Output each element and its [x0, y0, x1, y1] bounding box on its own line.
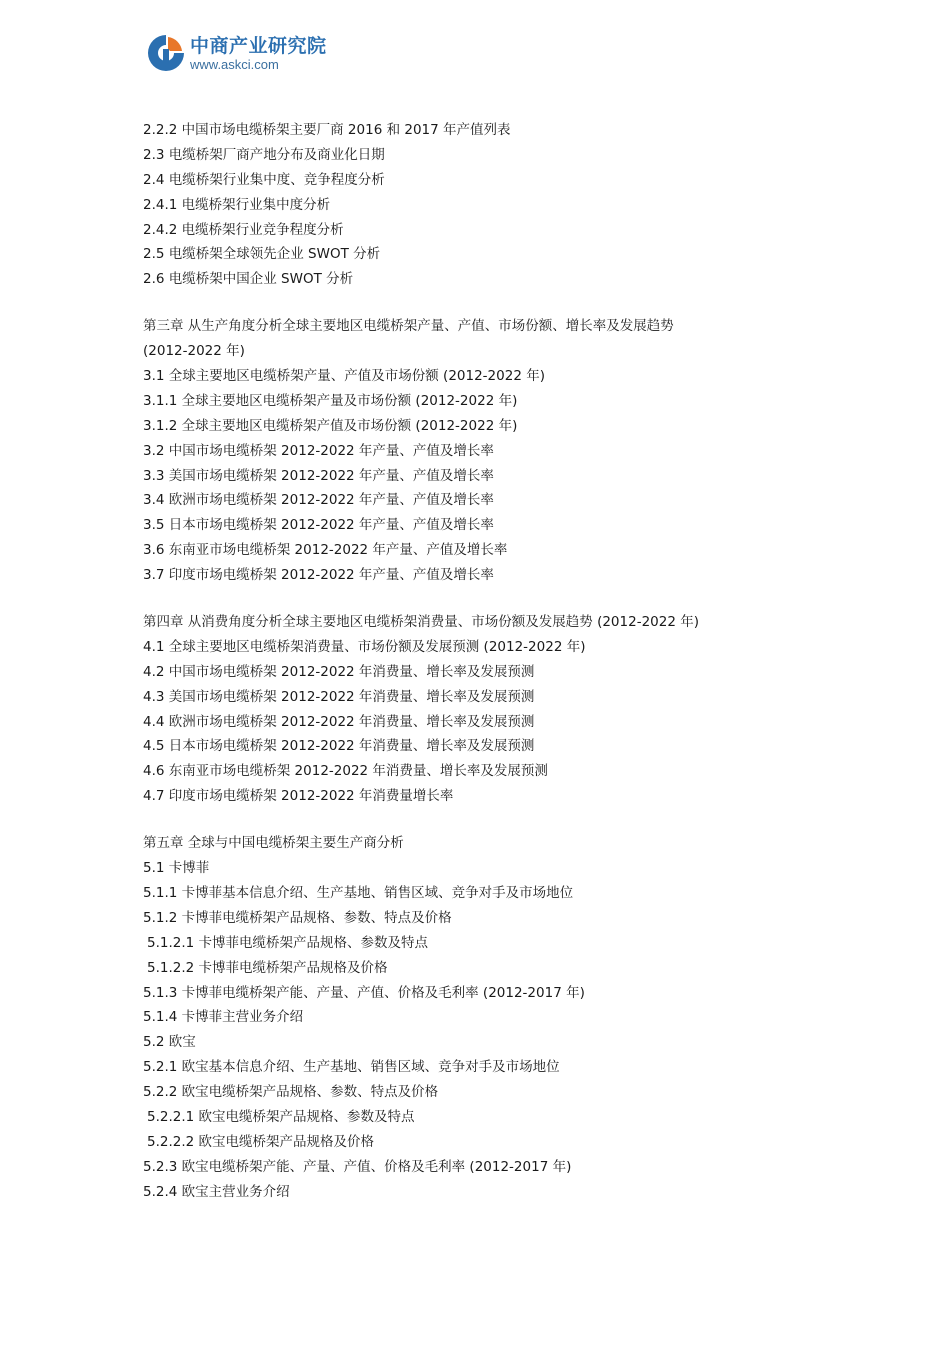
chapter-heading: 第三章 从生产角度分析全球主要地区电缆桥架产量、产值、市场份额、增长率及发展趋势	[143, 318, 674, 335]
section-gap	[143, 588, 843, 610]
toc-line: 3.1 全球主要地区电缆桥架产量、产值及市场份额 (2012-2022 年)	[143, 368, 545, 385]
logo-text	[190, 35, 327, 72]
toc-chapter-3	[143, 314, 843, 588]
toc-line: 5.2.2 欧宝电缆桥架产品规格、参数、特点及价格	[143, 1084, 439, 1101]
toc-line: 5.2.2.1 欧宝电缆桥架产品规格、参数及特点	[147, 1108, 415, 1125]
toc-line: 3.3 美国市场电缆桥架 2012-2022 年产量、产值及增长率	[143, 467, 494, 484]
toc-line: 4.4 欧洲市场电缆桥架 2012-2022 年消费量、增长率及发展预测	[143, 713, 535, 730]
toc-line: 5.2 欧宝	[143, 1034, 196, 1051]
toc-line: 2.5 电缆桥架全球领先企业 SWOT 分析	[143, 246, 381, 263]
toc-line: 5.1.2.1 卡博菲电缆桥架产品规格、参数及特点	[147, 934, 429, 951]
toc-line: 2.4.2 电缆桥架行业竞争程度分析	[143, 221, 344, 238]
header	[146, 29, 327, 77]
toc-line: 3.5 日本市场电缆桥架 2012-2022 年产量、产值及增长率	[143, 517, 494, 534]
toc-line: 4.1 全球主要地区电缆桥架消费量、市场份额及发展预测 (2012-2022 年)	[143, 638, 586, 655]
section-gap	[143, 809, 843, 831]
toc-line: 3.1.2 全球主要地区电缆桥架产值及市场份额 (2012-2022 年)	[143, 417, 518, 434]
toc-line: 3.1.1 全球主要地区电缆桥架产量及市场份额 (2012-2022 年)	[143, 392, 518, 409]
toc-line: 5.2.4 欧宝主营业务介绍	[143, 1183, 290, 1200]
toc-line: 3.7 印度市场电缆桥架 2012-2022 年产量、产值及增长率	[143, 567, 494, 584]
toc-line: 3.4 欧洲市场电缆桥架 2012-2022 年产量、产值及增长率	[143, 492, 494, 509]
brand-url: www.askci.com	[190, 56, 279, 72]
chapter-heading-continued: (2012-2022 年)	[143, 343, 245, 360]
toc-line: 5.1.1 卡博菲基本信息介绍、生产基地、销售区域、竞争对手及市场地位	[143, 884, 574, 901]
toc-line: 4.2 中国市场电缆桥架 2012-2022 年消费量、增长率及发展预测	[143, 663, 535, 680]
toc-line: 2.4.1 电缆桥架行业集中度分析	[143, 196, 331, 213]
toc-line: 2.4 电缆桥架行业集中度、竞争程度分析	[143, 171, 385, 188]
toc-line: 4.6 东南亚市场电缆桥架 2012-2022 年消费量、增长率及发展预测	[143, 763, 548, 780]
toc-line: 3.2 中国市场电缆桥架 2012-2022 年产量、产值及增长率	[143, 442, 494, 459]
askci-logo-icon	[146, 33, 186, 73]
toc-line: 2.6 电缆桥架中国企业 SWOT 分析	[143, 271, 354, 288]
brand-name: 中商产业研究院	[190, 34, 327, 57]
chapter-heading: 第五章 全球与中国电缆桥架主要生产商分析	[143, 835, 404, 852]
toc-line: 4.7 印度市场电缆桥架 2012-2022 年消费量增长率	[143, 788, 454, 805]
toc-chapter-4	[143, 610, 843, 809]
toc-line: 2.2.2 中国市场电缆桥架主要厂商 2016 和 2017 年产值列表	[143, 122, 511, 138]
toc-line: 5.1.2.2 卡博菲电缆桥架产品规格及价格	[147, 959, 388, 976]
table-of-contents	[143, 118, 843, 1205]
toc-line: 5.1 卡博菲	[143, 860, 210, 877]
section-gap	[143, 292, 843, 314]
toc-line: 5.2.2.2 欧宝电缆桥架产品规格及价格	[147, 1133, 375, 1150]
toc-chapter-5	[143, 831, 843, 1204]
chapter-heading: 第四章 从消费角度分析全球主要地区电缆桥架消费量、市场份额及发展趋势 (2012-2022 年)	[143, 614, 699, 631]
toc-line: 5.1.3 卡博菲电缆桥架产能、产量、产值、价格及毛利率 (2012-2017 年)	[143, 984, 585, 1001]
toc-line: 3.6 东南亚市场电缆桥架 2012-2022 年产量、产值及增长率	[143, 542, 508, 559]
toc-line: 4.5 日本市场电缆桥架 2012-2022 年消费量、增长率及发展预测	[143, 738, 535, 755]
toc-section-2	[143, 118, 843, 292]
toc-line: 5.2.1 欧宝基本信息介绍、生产基地、销售区域、竞争对手及市场地位	[143, 1059, 560, 1076]
toc-line: 5.1.2 卡博菲电缆桥架产品规格、参数、特点及价格	[143, 909, 452, 926]
toc-line: 5.1.4 卡博菲主营业务介绍	[143, 1009, 304, 1026]
toc-line: 2.3 电缆桥架厂商产地分布及商业化日期	[143, 146, 385, 163]
toc-line: 5.2.3 欧宝电缆桥架产能、产量、产值、价格及毛利率 (2012-2017 年)	[143, 1158, 572, 1175]
toc-line: 4.3 美国市场电缆桥架 2012-2022 年消费量、增长率及发展预测	[143, 688, 535, 705]
